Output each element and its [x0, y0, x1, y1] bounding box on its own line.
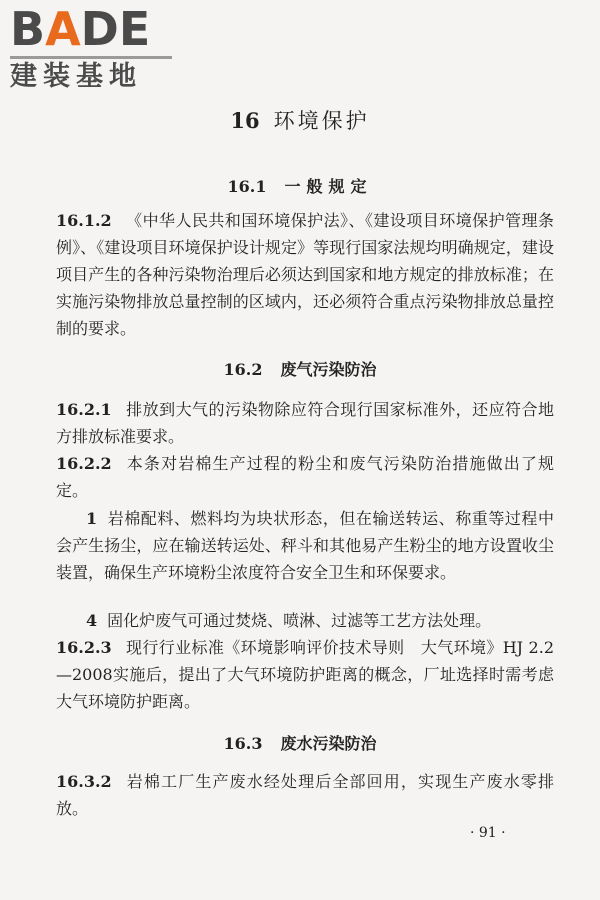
section-title-16-3: 16.3 废水污染防治 — [223, 734, 377, 753]
bade-logo — [10, 2, 180, 92]
clause-text: 本条对岩棉生产过程的粉尘和废气污染防治措施做出了规定。 — [56, 454, 554, 500]
item-text: 岩棉配料、燃料均为块状形态，但在输送转运、称重等过程中会产生扬尘，应在输送转运处、秤斗和其他易产生粉尘的地方设置收尘装置，确保生产环境粉尘浓度符合安全卫生和环保要求。 — [56, 509, 554, 582]
chapter-number: 16 — [230, 108, 260, 133]
clause-16-2-1 — [56, 396, 554, 450]
clause-number: 16.3.2 — [56, 772, 112, 791]
clause-text: 排放到大气的污染物除应符合现行国家标准外，还应符合地方排放标准要求。 — [56, 400, 554, 446]
item-number: 4 — [86, 611, 98, 630]
clause-number: 16.2.3 — [56, 638, 112, 657]
clause-16-2-2 — [56, 450, 554, 504]
clause-16-2-3 — [56, 634, 554, 715]
logo-wordmark: BADE — [10, 2, 151, 56]
item-text: 固化炉废气可通过焚烧、喷淋、过滤等工艺方法处理。 — [107, 611, 492, 630]
clause-number: 16.2.1 — [56, 400, 112, 419]
chapter-title — [0, 106, 600, 136]
logo-divider — [10, 56, 172, 59]
clause-text: 岩棉工厂生产废水经处理后全部回用，实现生产废水零排放。 — [56, 772, 554, 818]
clause-16-3-2 — [56, 768, 554, 822]
page-number: · 91 · — [470, 825, 506, 841]
clause-16-1-2 — [56, 207, 554, 342]
section-title-16-2: 16.2 废气污染防治 — [223, 360, 377, 379]
clause-number: 16.1.2 — [56, 211, 112, 230]
item-number: 1 — [86, 509, 98, 528]
section-title-16-1: 16.1 一般规定 — [227, 177, 373, 196]
chapter-name: 环境保护 — [273, 109, 370, 133]
clause-16-2-2-item-1 — [56, 505, 554, 586]
clause-number: 16.2.2 — [56, 454, 112, 473]
clause-16-2-2-item-4 — [56, 607, 554, 634]
clause-text: 《中华人民共和国环境保护法》、《建设项目环境保护管理条例》、《建设项目环境保护设计规定》等现行国家法规均明确规定，建设项目产生的各种污染物治理后必须达到国家和地方规定的排放标准；在实施污染物排放总量控制的区域内，还必须符合重点污染物排放总量控制的要求。 — [56, 211, 554, 338]
logo-chinese-text: 建装基地 — [10, 61, 142, 92]
clause-text: 现行行业标准《环境影响评价技术导则 大气环境》HJ 2.2—2008实施后，提出了大气环境防护距离的概念，厂址选择时需考虑大气环境防护距离。 — [56, 638, 554, 711]
